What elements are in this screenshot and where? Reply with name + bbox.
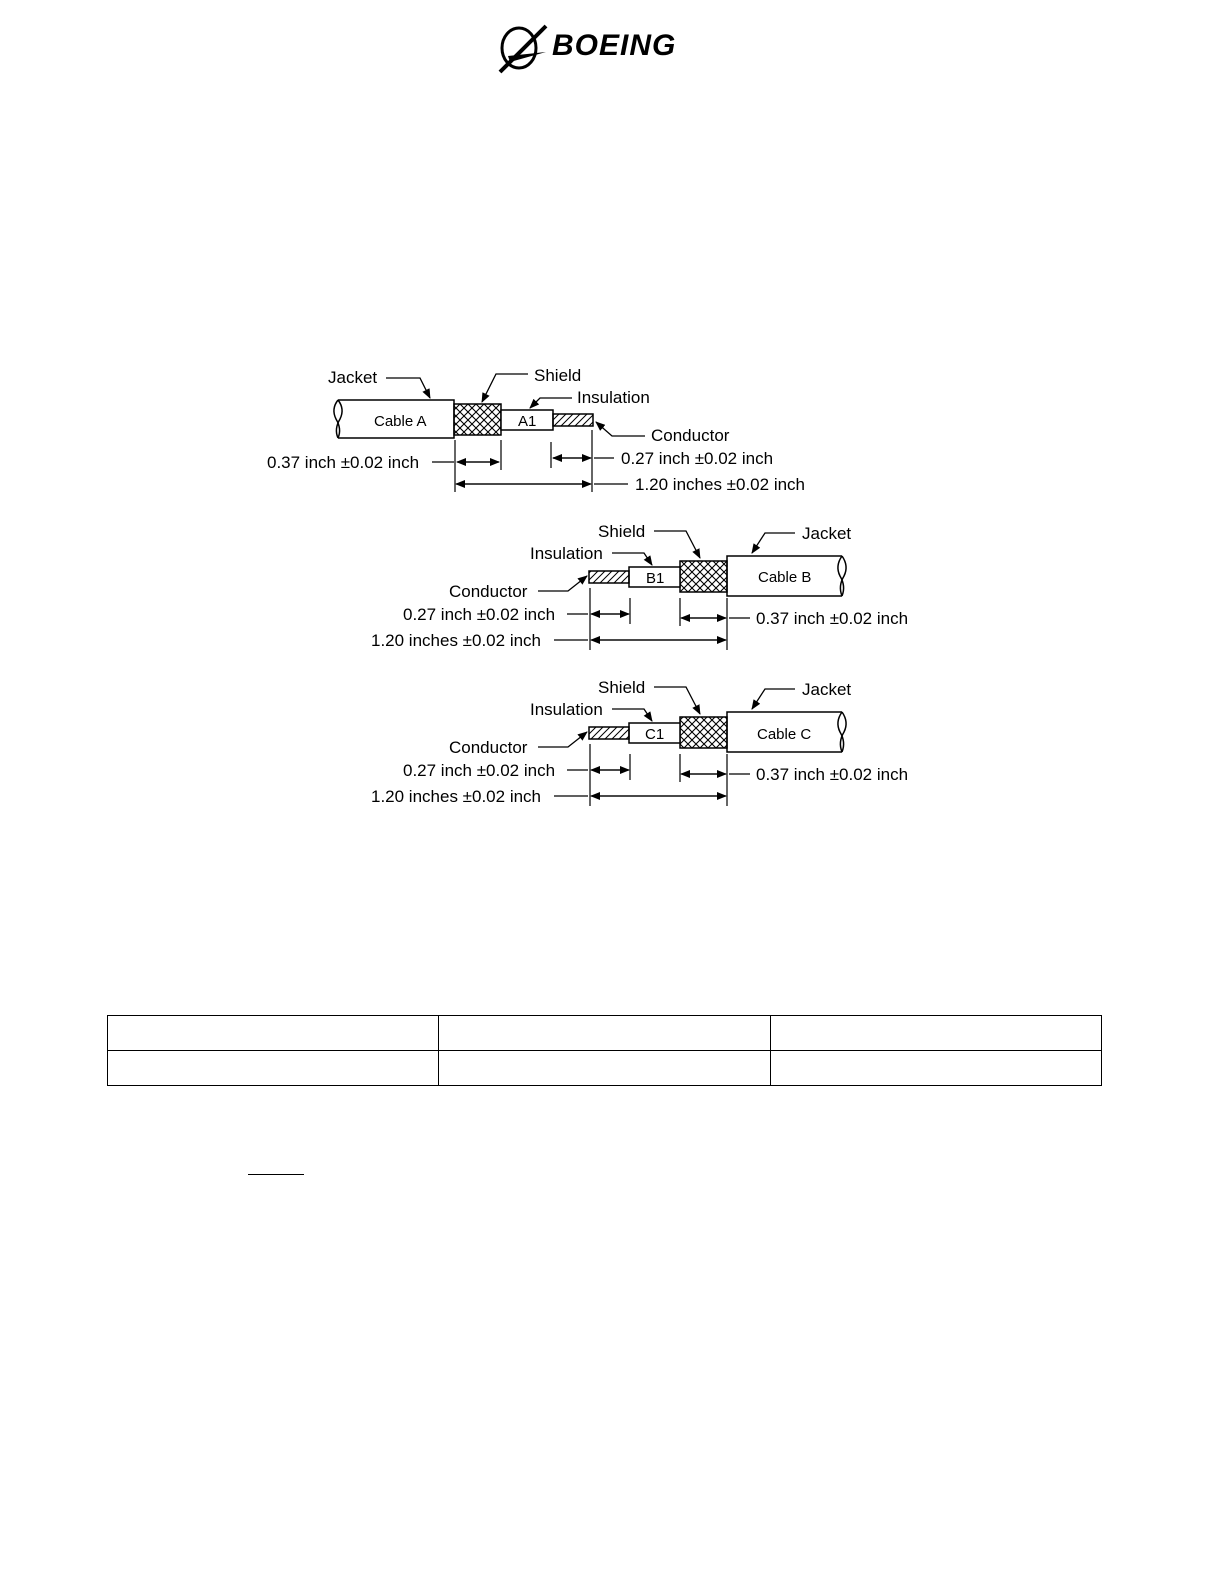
cable-b-jacket-label: Jacket: [802, 524, 852, 543]
cable-b-part-label: B1: [646, 570, 665, 587]
table-cell: [770, 1016, 1101, 1051]
cable-c-part-label: C1: [645, 726, 665, 743]
table-cell: [439, 1016, 770, 1051]
table-cell: [108, 1016, 439, 1051]
blank-table: [107, 1015, 1102, 1086]
cable-b-conductor: [589, 571, 629, 583]
cable-b-insulation-label: Insulation: [530, 544, 603, 563]
cable-c-shield-label: Shield: [598, 678, 646, 697]
cable-b-dim-conductor: 0.27 inch ±0.02 inch: [403, 605, 556, 624]
cable-b-diagram: [371, 522, 908, 650]
table-row: [108, 1016, 1102, 1051]
cable-b-label: Cable B: [758, 569, 812, 586]
cable-a-label: Cable A: [374, 413, 427, 430]
table-cell: [108, 1051, 439, 1086]
cable-c-label: Cable C: [757, 726, 812, 743]
boeing-logo: [500, 26, 676, 72]
cable-a-dim-overall: 1.20 inches ±0.02 inch: [635, 475, 805, 494]
cable-b-dim-overall: 1.20 inches ±0.02 inch: [371, 631, 541, 650]
cable-c-conductor-label: Conductor: [449, 738, 528, 757]
cable-c-jacket-label: Jacket: [802, 680, 852, 699]
boeing-wordmark: BOEING: [552, 29, 677, 62]
table-cell: [770, 1051, 1101, 1086]
cable-a-conductor: [553, 414, 593, 426]
cable-a-dim-conductor: 0.27 inch ±0.02 inch: [621, 449, 774, 468]
cable-a-insulation-label: Insulation: [577, 388, 650, 407]
cable-c-insulation-label: Insulation: [530, 700, 603, 719]
cable-a-shield-label: Shield: [534, 366, 582, 385]
table-row: [108, 1051, 1102, 1086]
cable-a-part-label: A1: [518, 413, 537, 430]
cable-b-shield-label: Shield: [598, 522, 646, 541]
cable-c-dim-conductor: 0.27 inch ±0.02 inch: [403, 761, 556, 780]
cable-a-jacket-label: Jacket: [328, 368, 378, 387]
boeing-symbol-icon: [500, 26, 546, 72]
cable-c-conductor: [589, 727, 629, 739]
cable-c-dim-overall: 1.20 inches ±0.02 inch: [371, 787, 541, 806]
cable-c-dim-jacket-strip: 0.37 inch ±0.02 inch: [756, 765, 909, 784]
cable-c-shield: [680, 717, 727, 748]
table-cell: [439, 1051, 770, 1086]
cable-b-shield: [680, 561, 727, 592]
cable-b-dim-jacket-strip: 0.37 inch ±0.02 inch: [756, 609, 909, 628]
cable-a-shield: [454, 404, 501, 435]
cable-b-conductor-label: Conductor: [449, 582, 528, 601]
cable-c-diagram: [371, 678, 908, 806]
cable-a-dim-jacket-strip: 0.37 inch ±0.02 inch: [267, 453, 420, 472]
cable-a-diagram: [267, 366, 805, 494]
cable-a-conductor-label: Conductor: [651, 426, 730, 445]
underline-mark: [248, 1174, 304, 1175]
